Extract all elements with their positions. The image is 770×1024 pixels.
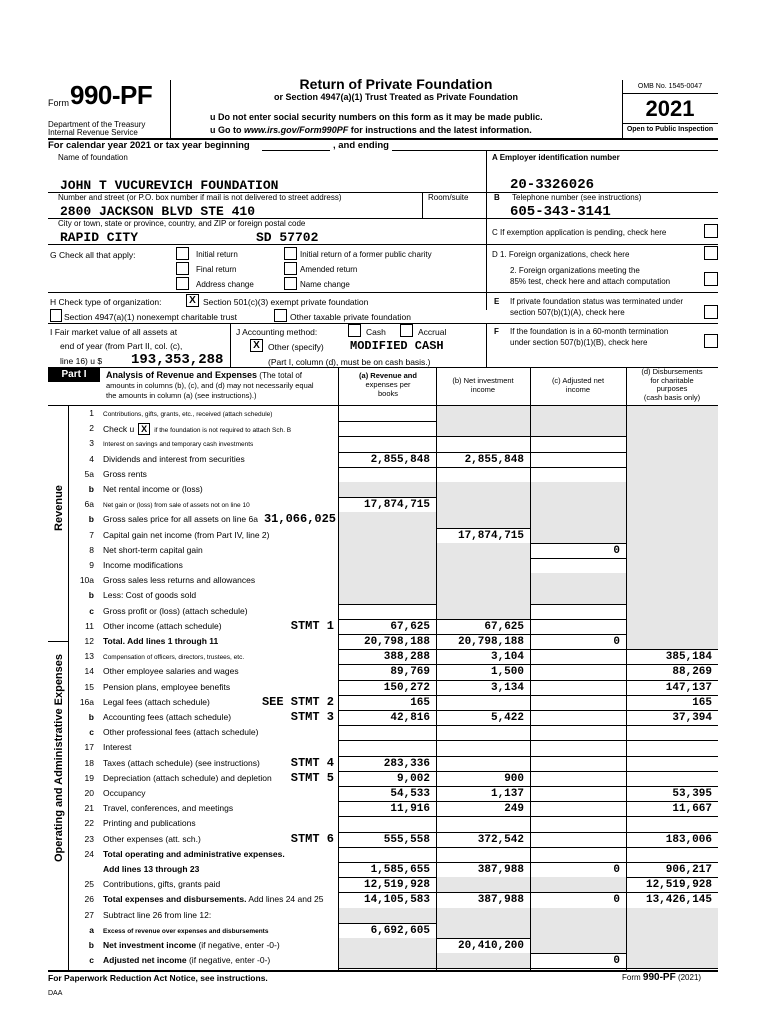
part-i-title-line: Analysis of Revenue and Expenses (The total of	[106, 370, 302, 380]
row-number: 15	[84, 681, 94, 692]
j-label: J Accounting method:	[236, 327, 318, 337]
and-ending-label: , and ending	[333, 140, 389, 151]
cell-col-a[interactable]: 165	[410, 696, 430, 709]
row-label: Net short-term capital gain	[103, 544, 203, 555]
foundation-name[interactable]: JOHN T VUCUREVICH FOUNDATION	[60, 178, 279, 193]
row-number: 5a	[84, 468, 94, 479]
statement-ref[interactable]: STMT 6	[290, 831, 334, 846]
irs-url-link[interactable]: www.irs.gov/Form990PF	[244, 125, 349, 135]
row-label: Total operating and administrative expenses.	[103, 848, 285, 859]
statement-ref[interactable]: SEE STMT 2	[261, 694, 334, 709]
cell-col-a[interactable]: 388,288	[383, 651, 430, 664]
ein-label: A Employer identification number	[492, 153, 620, 162]
row-label: Total. Add lines 1 through 11	[103, 636, 219, 646]
cell-col-b[interactable]: 67,625	[484, 620, 524, 633]
cell-col-d[interactable]: 11,667	[672, 803, 712, 816]
row-label: Add lines 13 through 23	[103, 864, 200, 874]
form-title: Return of Private Foundation	[299, 76, 493, 92]
row-label: Income modifications	[103, 560, 183, 570]
row-label: Gross sales less returns and allowances	[103, 575, 256, 586]
row-label: Travel, conferences, and meetings	[103, 803, 234, 814]
dept-line-2: Internal Revenue Service	[48, 128, 138, 137]
row-number: 6a	[84, 499, 94, 510]
g-amended-return-checkbox[interactable]	[284, 262, 297, 275]
row-label: Gross profit or (loss) (attach schedule)	[103, 605, 248, 616]
row-label: Compensation of officers, directors, trustees, etc.	[103, 654, 245, 662]
cell-col-d[interactable]: 165	[692, 696, 712, 709]
col-a-header: (a) Revenue and expenses per books	[359, 371, 417, 398]
row-number: 21	[84, 803, 94, 814]
daa-mark: DAA	[48, 990, 63, 997]
row-number: 9	[89, 560, 94, 570]
cell-col-a[interactable]: 555,558	[383, 833, 430, 846]
col-d-header: (d) Disbursements for charitable purposes (cash basis only)	[641, 367, 703, 402]
phone-value[interactable]: 605-343-3141	[510, 204, 611, 220]
city-value[interactable]: RAPID CITY	[60, 230, 139, 245]
cell-col-b[interactable]: 2,855,848	[464, 453, 524, 466]
cell-col-a[interactable]: 14,105,583	[363, 894, 430, 907]
row-number: c	[89, 727, 94, 738]
cell-col-d[interactable]: 183,006	[665, 833, 712, 846]
public-inspection: Open to Public Inspection	[626, 126, 714, 133]
cell-col-b[interactable]: 387,988	[477, 894, 524, 907]
row-number: 18	[84, 757, 94, 768]
cell-col-b[interactable]: 3,104	[490, 651, 524, 664]
g-initial-former-charity-checkbox[interactable]	[284, 247, 297, 260]
form-number: 990-PF	[70, 80, 153, 110]
row-number: a	[89, 924, 94, 935]
cell-col-d[interactable]: 53,395	[672, 788, 712, 800]
row-number: 16a	[79, 696, 94, 707]
cell-col-d[interactable]: 13,426,145	[645, 894, 712, 907]
cell-col-b[interactable]: 1,137	[490, 788, 524, 800]
h-other-taxable-checkbox[interactable]	[274, 309, 287, 322]
form-subtitle: or Section 4947(a)(1) Trust Treated as Private Foundation	[273, 92, 519, 102]
row-number: 24	[84, 848, 94, 859]
d1-label: D 1. Foreign organizations, check here	[492, 250, 630, 259]
cell-col-a[interactable]: 20,798,188	[363, 636, 430, 648]
row-label: Interest on savings and temporary cash investments	[103, 441, 254, 449]
state-zip-value[interactable]: SD 57702	[256, 230, 319, 245]
row-label: Total expenses and disbursements. Add lines 24 and 25	[103, 894, 324, 905]
f-label-1: If the foundation is in a 60-month termination	[510, 327, 669, 336]
row-label: Depreciation (attach schedule) and depletion	[103, 772, 272, 783]
g-name-change-checkbox[interactable]	[284, 277, 297, 290]
g-label: G Check all that apply:	[50, 250, 136, 260]
notice-ssn: u Do not enter social security numbers on this form as it may be made public.	[210, 112, 543, 122]
row-number: 25	[84, 879, 94, 890]
row-number: 23	[84, 833, 94, 844]
row-label: Dividends and interest from securities	[103, 453, 245, 464]
row-label: Taxes (attach schedule) (see instructions)	[103, 757, 260, 768]
cell-col-b[interactable]: 1,500	[490, 666, 524, 679]
paperwork-notice: For Paperwork Reduction Act Notice, see instructions.	[48, 973, 268, 983]
row-label: Adjusted net income (if negative, enter -0-)	[103, 955, 271, 966]
i-label-3: line 16) u $	[60, 356, 103, 366]
i-label-1: I Fair market value of all assets at	[50, 327, 178, 337]
row-label: Occupancy	[103, 788, 146, 798]
form-990pf-page: Form 990-PF Department of the Treasury Internal Revenue Service Return of Private Foundation or Section 4947(a)(1) Trust Treated as Private Foundation u Do not enter social security numbers on this form as it may be made public. u Go to www.irs.gov/Form990PF for instructions and the latest information. OMB No. 1545-0047 2021 Open to Public Inspection For calendar year 2021 or tax year beginning , and ending Name of foundation JOHN T VUCUREVICH FOUNDATION A Employer identification number 20-3326026 Number and street (or P.O. box number if mail is not delivered to street address) Room/suite 2800 JACKSON BLVD STE 410 B Telephone number (see instructions) 605-343-3141 City or town, state or province, country, and ZIP or foreign postal code RAPID CITY SD 57702 C If exemption application is pending, check here G Check all that apply: Initial return Initial return of a former public charity Final return Amended return Address change Name change D 1. Foreign organizations, check here 2. Foreign organizations meeting the 85% test, check here and attach computation H Check type of organization: X Section 501(c)(3) exempt private foundation Section 4947(a)(1) nonexempt charitable trust Other taxable private foundation E If private foundation status was terminated under section 507(b)(1)(A), check here I Fair market value of all assets at end of year (from Part II, col. (c), line 16) u $ 193,353,288 J Accounting method: Cash Accrual X Other (specify) MODIFIED CASH (Part I, column (d), must be on cash basis.) F If the foundation is in a 60-month termination under section 507(b)(1)(B), check here Part I Analysis of Revenue and Expenses (The total of amounts in columns (b), (c), and (d) may not necessarily equal the amounts in column (a) (see instructions).) (a) Revenue and expenses per books (b) Net investment income (c) Adjusted net income (d) Disbursements for charitable purposes (cash basis only) Revenue Operating and Administrative Expenses 1 Contributions, gifts, grants, etc., received (attach schedule) 2 Check u X if the foundation is not required to attach Sch. B 3 Interest on savings and temporary cash investments 4 Dividends and interest from securities 2,855,848 2,855,848 5a Gross rents b Net rental income or (loss) 6a Net gain or (loss) from sale of assets not on line 10 17,874,715 b Gross sales price for all assets on line 6a 31,066,025 7 Capital gain net income (from Part IV, line 2) 17,874,715 8 Net short-term capital gain 0 9 Income modifications 10a Gross sales less returns and allowances b Less: Cost of goods sold c Gross profit or (loss) (attach schedule) 11 Other income (attach schedule) STMT 1 67,625 67,625 12 Total. Add lines 1 through 11 20,798,188 20,798,188 0 13 Compensation of officers, directors, trustees, etc. 388,288 3,104 385,184 14 Other employee salaries and wages 89,769 1,500 88,269 15 Pension plans, employee benefits 150,272 3,134 147,137 16a Legal fees (attach schedule) SEE STMT 2 165 165 b Accounting fees (attach schedule) STMT 3 42,816 5,422 37,394 c Other professional fees (attach schedule) 17 Interest 18 Taxes (attach schedule) (see instructions) STMT 4 283,336 19 Depreciation (attach schedule) and depletion STMT 5 9,002 900 20 Occupancy 54,533 1,137 53,395 21 Travel, conferences, and meetings 11,916 249 11,667 22 Printing and publications 23 Other expenses (att. sch.) STMT 6 555,558 372,542 183,006 24 Total operating and administrative expenses. Add lines 13 through 23 1,585,655 387,988 0 906,217 25 Contributions, gifts, grants paid 12,519,928 12,519,928 26 Total expenses and disbursements. Add lines 24 and 25 14,105,583 387,988 0 13,426,145 27 Subtract line 26 from line 12: a Excess of revenue over expenses and disbursements 6,692,605 b Net investment income (if negative, enter -0-) 20,410,200 c Adjusted net income (if negative, enter -0-) 0 For Paperwork Reduction Act Notice, see instructions. Form 990-PF (2021) DAA	[0, 0, 770, 1024]
cell-col-d[interactable]: 37,394	[672, 712, 712, 724]
cell-col-b[interactable]: 20,410,200	[457, 940, 524, 952]
form-word: Form	[48, 98, 69, 108]
row-label: Other employee salaries and wages	[103, 666, 239, 677]
row-number: 20	[84, 788, 94, 798]
tax-year: 2021	[645, 96, 695, 121]
row-number: b	[88, 712, 94, 722]
row-label: Less: Cost of goods sold	[103, 590, 197, 601]
cell-col-b[interactable]: 20,798,188	[457, 636, 524, 648]
footer-form-id: Form 990-PF (2021)	[622, 972, 702, 983]
row-label: Net gain or (loss) from sale of assets not on line 10	[103, 502, 250, 510]
h-label: H Check type of organization:	[50, 297, 162, 307]
cell-col-a[interactable]: 6,692,605	[370, 924, 430, 937]
notice-url: u Go to www.irs.gov/Form990PF for instructions and the latest information.	[210, 125, 532, 135]
fmv-value[interactable]: 193,353,288	[131, 352, 224, 368]
row-number: 8	[89, 544, 94, 555]
cell-col-b[interactable]: 3,134	[490, 681, 524, 694]
cell-col-b[interactable]: 5,422	[490, 712, 524, 724]
cell-col-b[interactable]: 372,542	[477, 833, 524, 846]
cell-col-a[interactable]: 1,585,655	[370, 864, 430, 876]
row-number: 4	[89, 453, 94, 464]
e-label-1: If private foundation status was terminated under	[510, 297, 683, 306]
e-label-2: section 507(b)(1)(A), check here	[510, 308, 625, 317]
row-number: b	[88, 514, 94, 525]
row-label: Pension plans, employee benefits	[103, 681, 231, 692]
row-number: b	[88, 484, 94, 494]
row-label: Accounting fees (attach schedule)	[103, 712, 232, 722]
part-i-desc-2: amounts in columns (b), (c), and (d) may not necessarily equal	[106, 381, 314, 390]
side-label-revenue: Revenue	[53, 485, 65, 531]
row-label: Check u X if the foundation is not required to attach Sch. B	[103, 424, 292, 435]
name-label: Name of foundation	[58, 153, 128, 162]
cell-col-c[interactable]: 0	[613, 544, 620, 557]
side-label-expenses: Operating and Administrative Expenses	[53, 653, 65, 863]
col-c-header: (c) Adjusted net income	[551, 376, 605, 394]
e-checkbox[interactable]	[704, 305, 718, 319]
row-number: 14	[84, 666, 94, 677]
d2-label-1: 2. Foreign organizations meeting the	[510, 266, 640, 275]
row-number: 19	[84, 772, 94, 783]
row-label: Interest	[103, 742, 132, 753]
i-label-2: end of year (from Part II, col. (c),	[60, 341, 183, 351]
row-label: Other expenses (att. sch.)	[103, 833, 201, 844]
cell-col-d[interactable]: 385,184	[665, 651, 712, 664]
j-cash-checkbox[interactable]	[348, 324, 361, 337]
row-number: 12	[84, 636, 94, 646]
sch-b-checkbox[interactable]: X	[138, 423, 150, 435]
row-number: 17	[84, 742, 94, 753]
j-other-checkbox[interactable]: X	[250, 339, 263, 352]
cell-col-a[interactable]: 11,916	[390, 803, 430, 816]
cell-col-c[interactable]: 0	[613, 955, 620, 968]
cell-col-a[interactable]: 67,625	[390, 620, 430, 633]
statement-ref[interactable]: STMT 4	[290, 755, 334, 770]
cell-col-b[interactable]: 387,988	[477, 864, 524, 876]
row-label: Gross sales price for all assets on line 6a	[103, 514, 258, 525]
d2-label-2: 85% test, check here and attach computation	[510, 277, 671, 286]
street-address[interactable]: 2800 JACKSON BLVD STE 410	[60, 204, 256, 219]
cell-col-a[interactable]: 89,769	[390, 666, 430, 679]
cell-col-a[interactable]: 283,336	[383, 757, 430, 770]
cell-col-a[interactable]: 2,855,848	[370, 453, 430, 466]
row-label: Capital gain net income (from Part IV, line 2)	[103, 529, 270, 540]
f-checkbox[interactable]	[704, 334, 718, 348]
g-address-change-checkbox[interactable]	[176, 277, 189, 290]
row-number: 10a	[79, 575, 94, 586]
row-label: Net investment income (if negative, enter -0-)	[103, 940, 280, 950]
h-501c3-checkbox[interactable]: X	[186, 294, 199, 307]
g-initial-return-checkbox[interactable]	[176, 247, 189, 260]
cell-col-a[interactable]: 42,816	[390, 712, 430, 724]
j-accrual-checkbox[interactable]	[400, 324, 413, 337]
statement-ref[interactable]: STMT 5	[290, 770, 334, 785]
exemption-pending-checkbox[interactable]	[704, 224, 718, 238]
h-4947-checkbox[interactable]	[50, 309, 62, 322]
d1-checkbox[interactable]	[704, 246, 718, 260]
row-number: 7	[89, 529, 94, 540]
row-number: b	[88, 590, 94, 601]
cell-col-a[interactable]: 17,874,715	[363, 499, 430, 512]
calendar-year-label: For calendar year 2021 or tax year beginning	[48, 140, 250, 151]
row-number: b	[88, 940, 94, 950]
cell-col-b[interactable]: 900	[504, 772, 524, 785]
cell-col-d[interactable]: 12,519,928	[645, 879, 712, 892]
row-number: 2	[89, 423, 94, 434]
f-label-2: under section 507(b)(1)(B), check here	[510, 338, 648, 347]
row-label: Gross rents	[103, 468, 147, 479]
cell-col-a[interactable]: 12,519,928	[363, 879, 430, 892]
row-label: Contributions, gifts, grants, etc., received (attach schedule)	[103, 411, 273, 418]
row-number: c	[89, 605, 94, 616]
statement-ref[interactable]: STMT 3	[290, 710, 334, 724]
j-note: (Part I, column (d), must be on cash basis.)	[268, 357, 431, 367]
j-other-value[interactable]: MODIFIED CASH	[350, 339, 444, 353]
row-number: 3	[89, 438, 94, 449]
row-number: 11	[85, 620, 94, 631]
row-number: c	[89, 955, 94, 966]
city-label: City or town, state or province, country, and ZIP or foreign postal code	[58, 219, 306, 228]
part-i-tag: Part I	[48, 368, 100, 382]
row-label: Legal fees (attach schedule)	[103, 696, 210, 707]
gross-sales-price[interactable]: 31,066,025	[263, 512, 336, 527]
street-label: Number and street (or P.O. box number if mail is not delivered to street address)	[58, 193, 342, 202]
row-label: Net rental income or (loss)	[103, 484, 203, 494]
cell-col-b[interactable]: 249	[504, 803, 524, 816]
omb-number: OMB No. 1545-0047	[637, 83, 703, 90]
row-label: Subtract line 26 from line 12:	[103, 909, 212, 920]
row-number: 26	[84, 894, 94, 905]
cell-col-c[interactable]: 0	[613, 894, 620, 907]
cell-col-c[interactable]: 0	[613, 636, 620, 648]
row-number: 22	[84, 818, 94, 829]
room-suite-label: Room/suite	[428, 193, 469, 202]
statement-ref[interactable]: STMT 1	[290, 618, 334, 633]
cell-col-a[interactable]: 9,002	[396, 772, 430, 785]
col-b-header: (b) Net investment income	[452, 376, 514, 394]
g-final-return-checkbox[interactable]	[176, 262, 189, 275]
cell-col-b[interactable]: 17,874,715	[457, 529, 524, 542]
cell-col-a[interactable]: 54,533	[390, 788, 430, 800]
part-i-desc-3: the amounts in column (a) (see instructions).)	[106, 391, 257, 400]
row-label: Excess of revenue over expenses and disbursements	[103, 927, 269, 935]
phone-label: Telephone number (see instructions)	[512, 193, 642, 202]
row-number: 27	[84, 909, 94, 920]
d2-checkbox[interactable]	[704, 272, 718, 286]
row-label: Other income (attach schedule)	[103, 620, 222, 631]
cell-col-a[interactable]: 150,272	[383, 681, 430, 694]
row-label: Contributions, gifts, grants paid	[103, 879, 221, 890]
dept-line-1: Department of the Treasury	[48, 120, 146, 129]
ein-value[interactable]: 20-3326026	[510, 177, 595, 193]
exemption-pending-label: C If exemption application is pending, check here	[492, 228, 667, 237]
cell-col-d[interactable]: 88,269	[672, 666, 712, 679]
cell-col-d[interactable]: 147,137	[665, 681, 712, 694]
row-label: Other professional fees (attach schedule)	[103, 727, 259, 738]
row-label: Printing and publications	[103, 818, 196, 829]
row-number: 1	[89, 408, 94, 418]
row-number: 13	[84, 651, 94, 662]
cell-col-d[interactable]: 906,217	[665, 864, 712, 876]
cell-col-c[interactable]: 0	[613, 864, 620, 876]
